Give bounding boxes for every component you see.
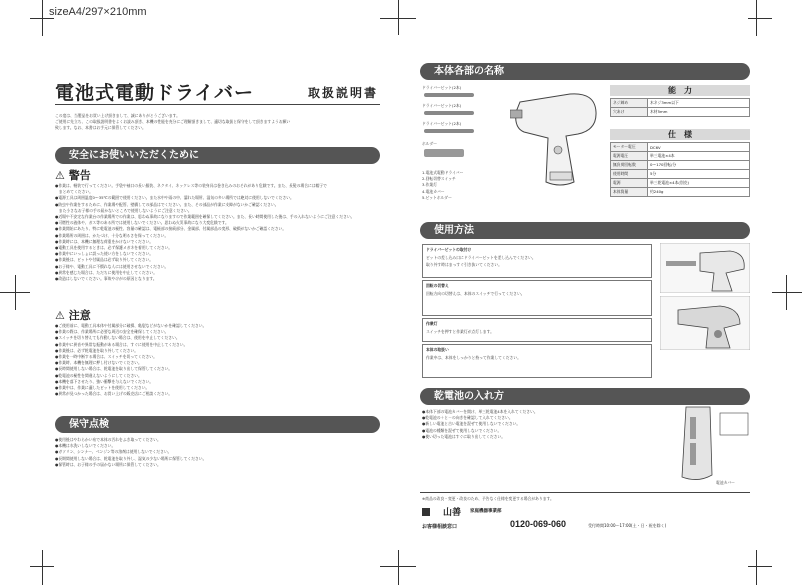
bit-label: ドライバービット(2本) <box>422 121 462 126</box>
drill-illustration <box>510 82 602 192</box>
crop-mark <box>748 18 772 19</box>
title-rule <box>55 104 380 105</box>
crop-mark <box>42 0 43 36</box>
maintenance-heading: 保守点検 <box>55 416 380 433</box>
table-row: 無負荷回転数 0～170回転/分 <box>611 161 750 170</box>
bit-label: ドライバービット(2本) <box>422 85 462 90</box>
table-row: 本体質量 約240g <box>611 188 750 197</box>
usage-box-rotation <box>422 280 652 316</box>
usage-box-light <box>422 318 652 342</box>
bit-image <box>424 111 474 115</box>
table-row: 電源電圧 単三電池×4本 <box>611 152 750 161</box>
company-logo <box>422 508 430 516</box>
usage-box-title: ドライバービットの取付け <box>426 247 472 252</box>
battery-heading: 乾電池の入れ方 <box>420 388 750 405</box>
phone-label: お客様相談窓口 <box>422 524 458 530</box>
warning-icon: ⚠ <box>55 169 65 182</box>
usage-text: スイッチを押すと作業灯が点灯します。 <box>426 329 494 334</box>
holder-label: ホルダー <box>422 141 438 146</box>
crop-mark <box>380 18 416 19</box>
usage-box-handling <box>422 344 652 378</box>
usage-box-bit <box>422 244 652 278</box>
page-title: 電池式電動ドライバー <box>55 82 255 104</box>
company-dept: 家庭機器事業部 <box>470 509 502 514</box>
table-row: 電源 単三乾電池×4本(別売) <box>611 179 750 188</box>
footer-note: ※商品の改良・変更・改良のため、予告なく仕様を変更する場合があります。 <box>422 496 554 501</box>
parts-bits <box>422 85 502 165</box>
usage-text: 作業中は、本体をしっかりと持って作業してください。 <box>426 355 521 360</box>
crop-mark <box>756 550 757 585</box>
warning-heading: ⚠ 警告 <box>55 169 91 182</box>
crop-mark <box>786 275 787 310</box>
ability-table <box>610 98 750 117</box>
usage-text: 取り外す時はまっすぐ引き抜いてください。 <box>426 262 502 267</box>
intro-text: この度は、当製品をお買い上げ頂きまして、誠にありがとうございます。 ご使用に先立ち、この取扱説明書をよくお読み頂き、本機の性能を充分にご理解頂きまして、適切な取扱と保守をして頂きますようお願い 致します。なお、本書はお手元に保管してください。 <box>55 113 291 131</box>
size-label: sizeA4/297×210mm <box>49 6 147 18</box>
table-row: ネジ締め 木ネジ3mm以下 <box>611 99 750 108</box>
parts-heading: 本体各部の名称 <box>420 63 750 80</box>
ability-heading: 能 力 <box>610 85 750 96</box>
parts-list: 1.電池式電動ドライバー 2.回転切替スイッチ 3.作業灯 4.電池カバー 5.ビットホルダー <box>422 170 464 200</box>
crop-mark <box>772 292 802 293</box>
usage-illustration-2 <box>660 296 750 350</box>
battery-cover-label: 電池カバー <box>716 480 735 485</box>
crop-mark <box>380 566 416 567</box>
safety-heading: 安全にお使いいただくために <box>55 147 380 164</box>
caution-heading: ⚠ 注意 <box>55 309 91 322</box>
usage-box-title: 本体の取扱い <box>426 347 449 352</box>
caution-icon: ⚠ <box>55 309 65 322</box>
crop-mark <box>748 566 772 567</box>
maintenance-text: ●使用後はやわらかい布で本体の汚れをふき取ってください。 ●本機は水洗いしないでください。 ●ガソリン、シンナー、ベンジン等の溶剤は使用しないでください。 ●長期間使用しない場合は、乾電池を取り外し、湿気の少ない場所に保管してください。 ●保管時は、お子様の手の届かない場所に保管してください。 <box>55 437 207 467</box>
spec-heading: 仕 様 <box>610 129 750 140</box>
business-hours: 受付時間10:00～17:00(土・日・祝を除く) <box>588 523 667 528</box>
bit-label: ドライバービット(2本) <box>422 103 462 108</box>
usage-heading: 使用方法 <box>420 222 750 239</box>
table-row: 穴あけ 木材5mm <box>611 108 750 117</box>
table-row: 使用時間 5分 <box>611 170 750 179</box>
table-row: モーター電圧 DC6V <box>611 143 750 152</box>
crop-mark <box>398 550 399 585</box>
battery-text: ●本体下部の電池カバーを開け、単三乾電池4本を入れてください。 ●乾電池の＋と－の向きを確認して入れてください。 ●新しい電池と古い電池を混ぜて使用しないでください。 ●電池の種類を混ぜて使用しないでください。 ●使い切った電池はすぐに取り出してください。 <box>422 409 538 439</box>
usage-illustration-1 <box>660 243 750 293</box>
holder-image <box>424 149 464 157</box>
crop-mark <box>42 550 43 585</box>
battery-illustration <box>672 405 750 487</box>
caution-text: ●ご使用前に、電動工具本体や付属部分に破損、亀裂などがないかを確認してください。 ●作業の際は、作業場所に必要な周辺の安全を確保してください。 ●スイッチを切り替えても作動しない場合は、使用を中止してください。 ●作業中に異音や異常な振動がある場合は、すぐに使用を中止してください。 ●作業後は、必ず乾電池を取り外してください。 ●作業を一時中断する場合は、スイッチを切ってください。 ●作業時、本機を無理に押し付けないでください。 ●長時間使用しない場合は、乾電池を取り出して保管してください。 ●乾電池の極性を間違えないようにしてください。 ●本機を落下させたり、強い衝撃を与えないでください。 ●作業中は、作業に適したビットを使用してください。 ●異常が見つかった場合は、お買い上げの販売店にご相談ください。 <box>55 323 207 397</box>
usage-text: ビットの差し込み口にドライバービットを差し込んでください。 <box>426 255 536 260</box>
crop-mark <box>756 0 757 36</box>
spec-table <box>610 142 750 197</box>
warning-text: ●作業は、軽装で行ってください。手袋や袖口の長い服装、ネクタイ、ネックレス等の装身具は巻き込みのおそれがあり危険です。また、長髪の場合には帽子で まとめてください。 ●電源工具は周囲温度0～35℃の範囲で使用ください。また水中や雨の中、濡れた場所、湿気の多い場所では絶対に使用しないでください。 ●防虫や作業をするために、作業場や配管、壁橋しての部品はでください。また、その部品が作業に支障がないかご確認ください。 また小さなお子様の手の届かないところで使用しないようにご注意ください。 ●近場や不安定な作業台の作業場所での作業は、思わぬ事故になりますので作業範囲を確保してください。また、長い時間使用した後は、手の入れないようにご注意ください。 ●可燃性の液体や、ガス等のある所では使用しないでください。思わぬ火災事故になり大変危険です。 ●作業開始にあたり、特に乾電池の極性、容量の確認は、電極部の接続部分、金属部、付属部品の変形、破損がないかご確認ください。 ●作業場所の周囲は、かたづけ、十分な明るさを保ってください。 ●作業時には、本機に無理な荷重をかけないでください。 ●電動工具を使用するときは、必ず保護メガネを着用してください。 ●作業中にいっしょに誤った使い方をしないでください。 ●作業後は、ビットや付属品は必ず取り外してください。 ●お子様や、電動工具に不慣れな人には使用させないでください。 ●異常を感じた場合は、ただちに使用を中止してください。 ●改造はしないでください。事故やけがの原因となります。 <box>55 183 355 282</box>
company-name: 山善 <box>443 508 462 518</box>
footer-rule <box>420 492 750 493</box>
usage-box-title: 回転の切替え <box>426 283 449 288</box>
bit-image <box>424 93 474 97</box>
crop-mark <box>15 275 16 310</box>
phone-number: 0120-069-060 <box>510 519 567 529</box>
manual-subtitle: 取扱説明書 <box>308 86 379 100</box>
bit-image <box>424 129 474 133</box>
usage-text: 回転方向の切替えは、本体のスイッチで行ってください。 <box>426 291 525 296</box>
usage-box-title: 作業灯 <box>426 321 438 326</box>
